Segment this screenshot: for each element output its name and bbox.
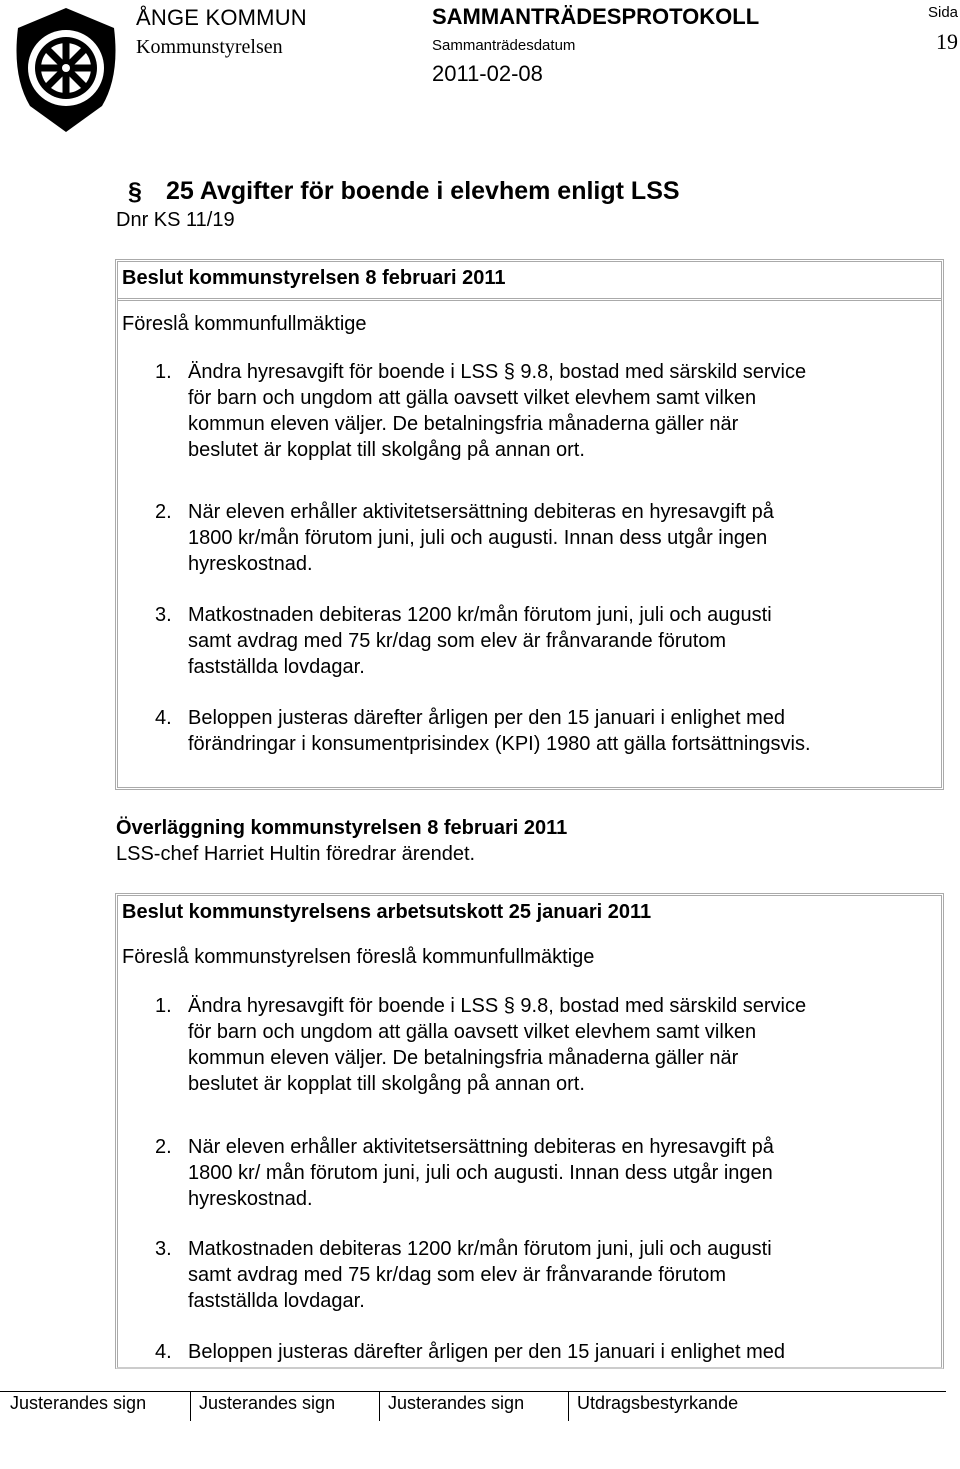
- footer-divider: [379, 1391, 380, 1421]
- municipality-logo: [10, 6, 122, 134]
- footer-sign-2: Justerandes sign: [199, 1393, 336, 1413]
- list-item-line: beslutet är kopplat till skolgång på annan ort.: [188, 1073, 585, 1095]
- footer-certification: Utdragsbestyrkande: [577, 1393, 739, 1413]
- organization-name: ÅNGE KOMMUN: [136, 5, 307, 30]
- list-item-line: Beloppen justeras därefter årligen per den 15 januari i enlighet med: [188, 707, 786, 729]
- list-item-line: Matkostnaden debiteras 1200 kr/mån förutom juni, juli och augusti: [188, 604, 772, 626]
- footer-sign-1: Justerandes sign: [10, 1393, 147, 1413]
- list-item-line: Matkostnaden debiteras 1200 kr/mån förutom juni, juli och augusti: [188, 1238, 772, 1260]
- list-item-number: 3.: [155, 604, 172, 626]
- list-item-line: När eleven erhåller aktivitetsersättning debiteras en hyresavgift på: [188, 501, 774, 523]
- decision-1-intro: Föreslå kommunfullmäktige: [122, 313, 367, 335]
- list-item-line: fastställda lovdagar.: [188, 1290, 365, 1312]
- deliberation-title: Överläggning kommunstyrelsen 8 februari 2011: [116, 817, 568, 839]
- footer-sign-3: Justerandes sign: [388, 1393, 525, 1413]
- page-label: Sida: [928, 4, 959, 21]
- list-item-number: 3.: [155, 1238, 172, 1260]
- document-type: SAMMANTRÄDESPROTOKOLL: [432, 4, 760, 29]
- list-item-line: samt avdrag med 75 kr/dag som elev är frånvarande förutom: [188, 630, 727, 652]
- footer-divider: [190, 1391, 191, 1421]
- department-name: Kommunstyrelsen: [136, 36, 283, 58]
- list-item-line: kommun eleven väljer. De betalningsfria månaderna gäller när: [188, 413, 739, 435]
- footer-rule: [0, 1391, 946, 1392]
- list-item-line: När eleven erhåller aktivitetsersättning debiteras en hyresavgift på: [188, 1136, 774, 1158]
- meeting-date: 2011-02-08: [432, 61, 543, 86]
- meeting-date-label: Sammanträdesdatum: [432, 37, 576, 54]
- list-item-line: fastställda lovdagar.: [188, 656, 365, 678]
- decision-2-title: Beslut kommunstyrelsens arbetsutskott 25 januari 2011: [122, 901, 652, 923]
- list-item-line: beslutet är kopplat till skolgång på annan ort.: [188, 439, 585, 461]
- list-item-line: kommun eleven väljer. De betalningsfria månaderna gäller när: [188, 1047, 739, 1069]
- list-item-line: förändringar i konsumentprisindex (KPI) 1980 att gälla fortsättningsvis.: [188, 733, 811, 755]
- list-item-number: 2.: [155, 1136, 172, 1158]
- list-item-line: hyreskostnad.: [188, 553, 313, 575]
- list-item-line: Ändra hyresavgift för boende i LSS § 9.8, bostad med särskild service: [188, 361, 807, 383]
- list-item-line: Beloppen justeras därefter årligen per den 15 januari i enlighet med: [188, 1341, 786, 1363]
- list-item-line: 1800 kr/mån förutom juni, juli och augusti. Innan dess utgår ingen: [188, 527, 768, 549]
- list-item-line: hyreskostnad.: [188, 1188, 313, 1210]
- list-item-line: för barn och ungdom att gälla oavsett vilket elevhem samt vilken: [188, 387, 757, 409]
- list-item-line: för barn och ungdom att gälla oavsett vilket elevhem samt vilken: [188, 1021, 757, 1043]
- paragraph-sign: §: [128, 178, 142, 206]
- page-number: 19: [936, 29, 958, 54]
- section-heading: 25 Avgifter för boende i elevhem enligt LSS: [166, 177, 680, 205]
- list-item-number: 2.: [155, 501, 172, 523]
- list-item-number: 1.: [155, 361, 172, 383]
- list-item-number: 1.: [155, 995, 172, 1017]
- decision-1-title: Beslut kommunstyrelsen 8 februari 2011: [122, 267, 506, 289]
- case-number: Dnr KS 11/19: [116, 209, 235, 231]
- list-item-line: 1800 kr/ mån förutom juni, juli och augusti. Innan dess utgår ingen: [188, 1162, 773, 1184]
- list-item-line: samt avdrag med 75 kr/dag som elev är frånvarande förutom: [188, 1264, 727, 1286]
- footer-divider: [568, 1391, 569, 1421]
- list-item-number: 4.: [155, 707, 172, 729]
- list-item-number: 4.: [155, 1341, 172, 1363]
- deliberation-text: LSS-chef Harriet Hultin föredrar ärendet.: [116, 843, 476, 865]
- decision-2-intro: Föreslå kommunstyrelsen föreslå kommunfullmäktige: [122, 946, 595, 968]
- list-item-line: Ändra hyresavgift för boende i LSS § 9.8, bostad med särskild service: [188, 995, 807, 1017]
